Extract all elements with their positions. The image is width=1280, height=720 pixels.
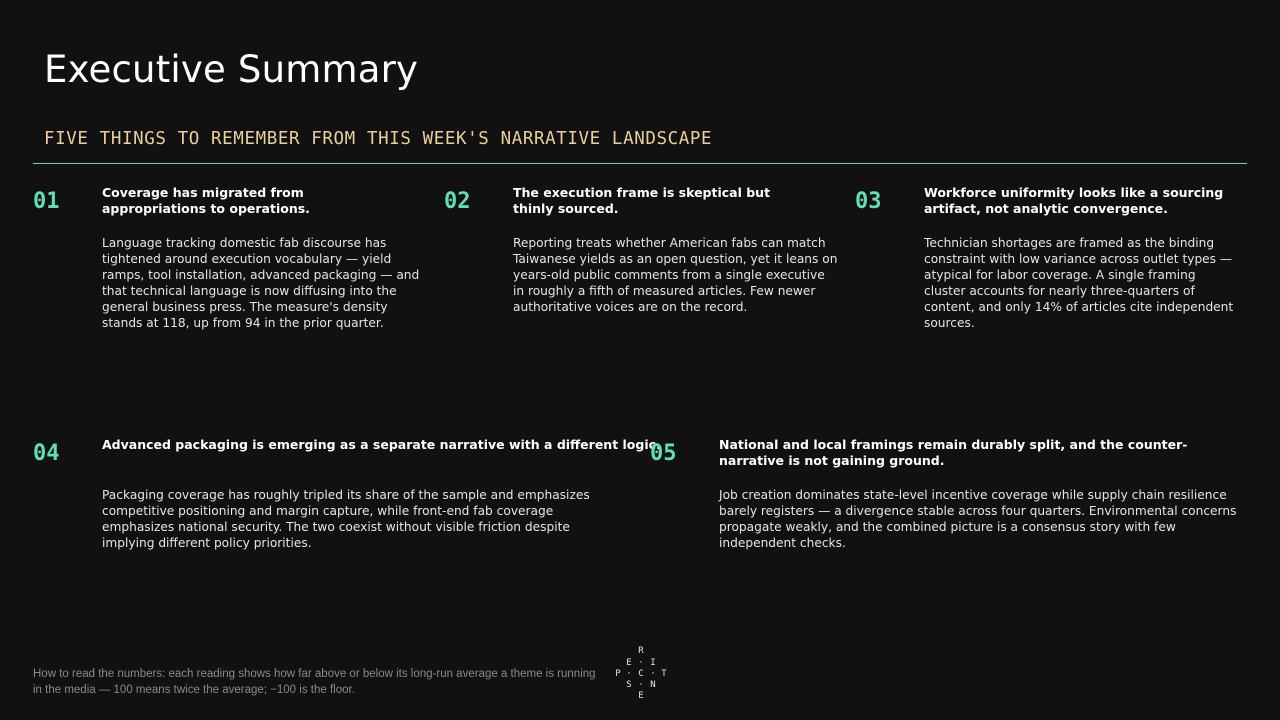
item-number: 02 xyxy=(444,189,471,214)
item-heading: National and local framings remain durably split, and the counter-narrative is not gaining ground. xyxy=(719,437,1188,468)
summary-item-01 xyxy=(33,185,433,385)
logo-letter: P xyxy=(615,669,621,679)
item-number: 03 xyxy=(855,189,882,214)
logo-letter: E xyxy=(626,658,632,668)
summary-item-05 xyxy=(650,437,1250,637)
summary-item-04 xyxy=(33,437,661,637)
item-number: 05 xyxy=(650,441,677,466)
logo-letter: C xyxy=(638,669,644,679)
logo-letter: S xyxy=(626,680,632,690)
item-body: Technician shortages are framed as the binding constraint with low variance across outlet types — atypical for labor coverage. A single framing cluster accounts for nearly three-quarters of content, and only 14% of articles cite independent sources. xyxy=(924,236,1234,330)
item-body: Reporting treats whether American fabs can match Taiwanese yields as an open question, yet it leans on years-old public comments from a single executive in roughly a fifth of measured articles. Few newer authoritative voices are on the record. xyxy=(513,236,838,314)
logo-dot: · xyxy=(638,658,644,668)
item-body: Job creation dominates state-level incentive coverage while supply chain resilience barely registers — a divergence stable across four quarters. Environmental concerns propagate weakly, and the combined picture is a consensus story with few independent checks. xyxy=(719,488,1237,550)
brand-logo xyxy=(613,646,669,702)
footnote: How to read the numbers: each reading shows how far above or below its long-run average a theme is running in the media — 100 means twice the average; −100 is the floor. xyxy=(33,668,596,696)
logo-dot: · xyxy=(650,669,656,679)
logo-letter: N xyxy=(650,680,656,690)
logo-dot: · xyxy=(626,669,632,679)
logo-letter: I xyxy=(650,658,656,668)
item-heading: Workforce uniformity looks like a sourcing artifact, not analytic convergence. xyxy=(924,185,1224,216)
logo-dot: · xyxy=(638,680,644,690)
item-heading: Advanced packaging is emerging as a separate narrative with a different logic. xyxy=(102,437,661,452)
item-body: Packaging coverage has roughly tripled its share of the sample and emphasizes competitive positioning and margin capture, while front-end fab coverage emphasizes national security. The two coexist without visible friction despite implying different policy priorities. xyxy=(102,488,590,550)
item-number: 04 xyxy=(33,441,60,466)
logo-letter: E xyxy=(638,691,644,701)
summary-item-03 xyxy=(855,185,1255,385)
page-subtitle: FIVE THINGS TO REMEMBER FROM THIS WEEK'S NARRATIVE LANDSCAPE xyxy=(44,129,713,149)
item-number: 01 xyxy=(33,189,60,214)
logo-letter: R xyxy=(638,646,644,656)
divider-rule xyxy=(33,163,1247,164)
page-title: Executive Summary xyxy=(44,48,419,91)
item-body: Language tracking domestic fab discourse has tightened around execution vocabulary — yield ramps, tool installation, advanced packaging — and that technical language is now diffusing into the general business press. The measure's density stands at 118, up from 94 in the prior quarter. xyxy=(102,236,420,330)
item-heading: The execution frame is skeptical but thinly sourced. xyxy=(513,185,771,216)
logo-letter: T xyxy=(661,669,667,679)
item-heading: Coverage has migrated from appropriations to operations. xyxy=(102,185,310,216)
summary-item-02 xyxy=(444,185,844,385)
